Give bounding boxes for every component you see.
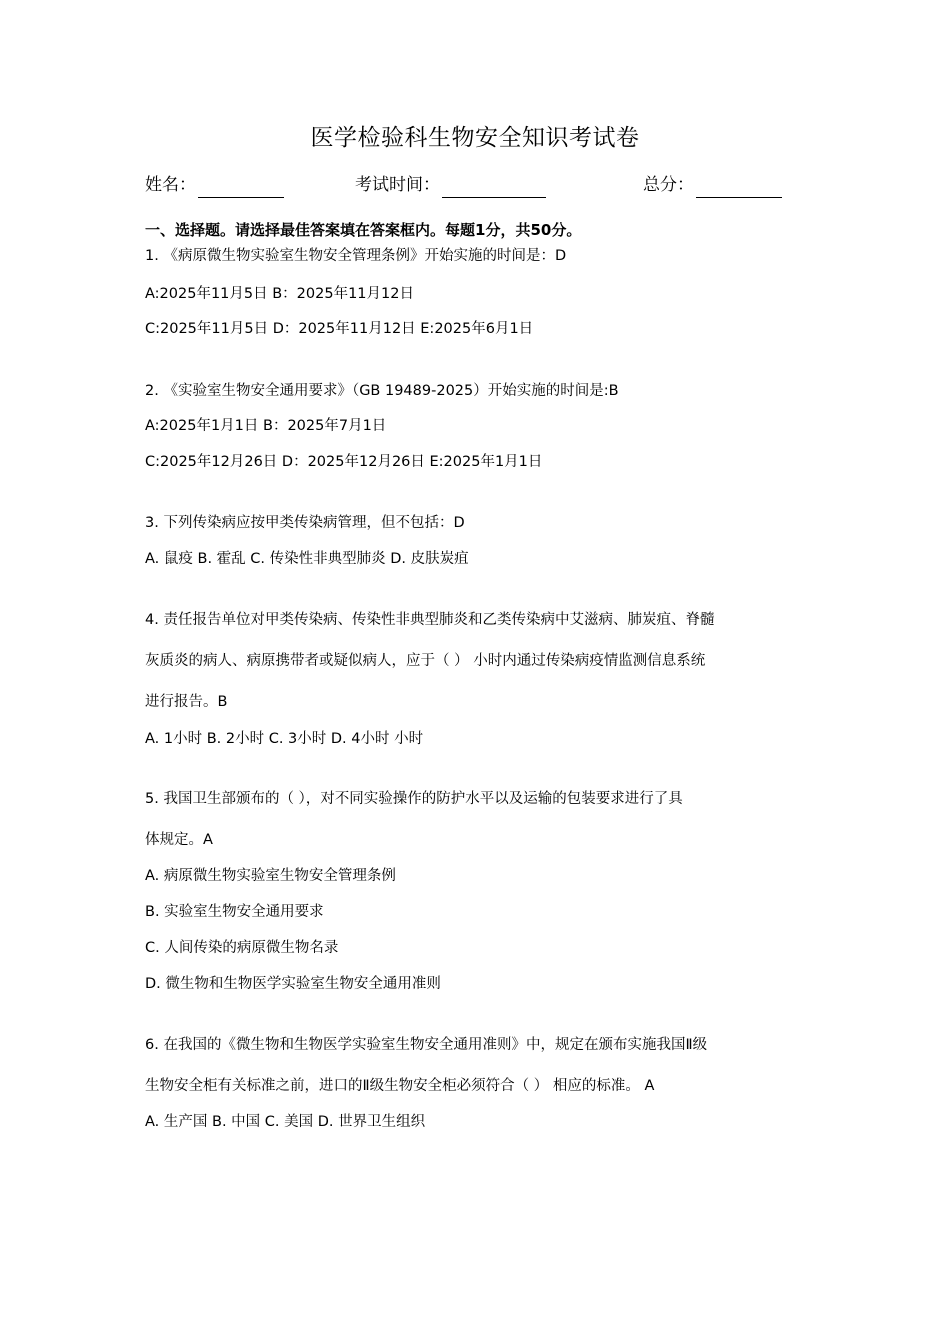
section-header: 一、选择题。请选择最佳答案填在答案框内。每题1分，共50分。	[145, 221, 582, 239]
name-field	[145, 172, 284, 198]
question-5-option-b: B. 实验室生物安全通用要求	[145, 904, 324, 920]
question-2-stem: 2. 《实验室生物安全通用要求》（GB 19489-2025）开始实施的时间是:B	[145, 383, 619, 399]
total-score-blank[interactable]	[696, 177, 782, 198]
question-5-option-d: D. 微生物和生物医学实验室生物安全通用准则	[145, 976, 441, 992]
question-1-options-line: C:2025年11月5日 D：2025年11月12日 E:2025年6月1日	[145, 321, 534, 337]
total-score-field	[643, 172, 782, 198]
question-5-stem-cont: 体规定。A	[145, 832, 213, 848]
question-6-stem-cont: 生物安全柜有关标准之前，进口的Ⅱ级生物安全柜必须符合（ ） 相应的标准。 A	[145, 1078, 655, 1094]
question-4-stem-cont: 进行报告。B	[145, 694, 228, 710]
question-1-stem: 1. 《病原微生物实验室生物安全管理条例》开始实施的时间是：D	[145, 248, 567, 264]
question-3-stem: 3. 下列传染病应按甲类传染病管理，但不包括：D	[145, 515, 465, 531]
question-4-stem-cont: 灰质炎的病人、病原携带者或疑似病人，应于（ ） 小时内通过传染病疫情监测信息系统	[145, 653, 706, 669]
question-5-stem: 5. 我国卫生部颁布的（ ），对不同实验操作的防护水平以及运输的包装要求进行了具	[145, 791, 683, 807]
question-2-options-line: A:2025年1月1日 B：2025年7月1日	[145, 418, 387, 434]
name-label: 姓名：	[145, 175, 196, 195]
exam-time-blank[interactable]	[442, 177, 546, 198]
page-title: 医学检验科生物安全知识考试卷	[310, 125, 640, 151]
question-5-option-c: C. 人间传染的病原微生物名录	[145, 940, 339, 956]
question-4-stem: 4. 责任报告单位对甲类传染病、传染性非典型肺炎和乙类传染病中艾滋病、肺炭疽、脊髓	[145, 612, 715, 628]
exam-time-label: 考试时间：	[355, 175, 440, 195]
name-blank[interactable]	[198, 177, 284, 198]
question-3-options-line: A. 鼠疫 B. 霍乱 C. 传染性非典型肺炎 D. 皮肤炭疽	[145, 551, 469, 567]
question-4-options-line: A. 1小时 B. 2小时 C. 3小时 D. 4小时 小时	[145, 731, 424, 747]
question-2-options-line: C:2025年12月26日 D：2025年12月26日 E:2025年1月1日	[145, 454, 543, 470]
question-6-stem: 6. 在我国的《微生物和生物医学实验室生物安全通用准则》中，规定在颁布实施我国Ⅱ级	[145, 1037, 708, 1053]
exam-time-field	[355, 172, 546, 198]
question-6-options-line: A. 生产国 B. 中国 C. 美国 D. 世界卫生组织	[145, 1114, 426, 1130]
question-1-options-line: A:2025年11月5日 B：2025年11月12日	[145, 286, 414, 302]
total-score-label: 总分：	[643, 175, 694, 195]
question-5-option-a: A. 病原微生物实验室生物安全管理条例	[145, 868, 396, 884]
